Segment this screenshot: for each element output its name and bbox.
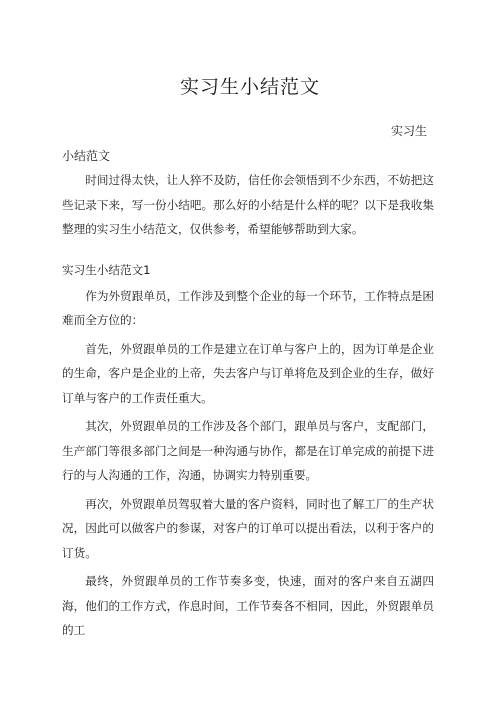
body-paragraph: 其次，外贸跟单员的工作涉及各个部门，跟单员与客户，支配部门，生产部门等很多部门之间是一种沟通与协作，都是在订单完成的前提下进行的与人沟通的工作，沟通，协调实力特别重要。 bbox=[62, 419, 434, 482]
document-body bbox=[62, 168, 434, 647]
section-heading: 实习生小结范文1 bbox=[62, 262, 151, 277]
body-paragraph: 首先，外贸跟单员的工作是建立在订单与客户上的，因为订单是企业的生命，客户是企业的上帝，失去客户与订单将危及到企业的生存，做好订单与客户的工作责任重大。 bbox=[62, 341, 434, 405]
body-paragraph: 最终，外贸跟单员的工作节奏多变，快速，面对的客户来自五湖四海，他们的工作方式，作息时间，工作节奏各不相同，因此，外贸跟单员的工 bbox=[62, 574, 434, 637]
subtitle-line: 小结范文 bbox=[62, 149, 111, 163]
author-line: 实习生 bbox=[390, 124, 427, 138]
body-paragraph: 再次，外贸跟单员驾驭着大量的客户资料，同时也了解工厂的生产状况，因此可以做客户的参谋，对客户的订单可以提出看法，以利于客户的订货。 bbox=[62, 496, 434, 560]
intro-paragraph: 时间过得太快，让人猝不及防，信任你会领悟到不少东西，不妨把这些记录下来，写一份小结吧。那么好的小结是什么样的呢？以下是我收集整理的实习生小结范文，仅供参考，希望能够帮助到大家。 bbox=[62, 173, 434, 236]
body-paragraph: 作为外贸跟单员，工作涉及到整个企业的每一个环节，工作特点是困难而全方位的： bbox=[62, 288, 434, 327]
document-title: 实习生小结范文 bbox=[179, 76, 320, 98]
